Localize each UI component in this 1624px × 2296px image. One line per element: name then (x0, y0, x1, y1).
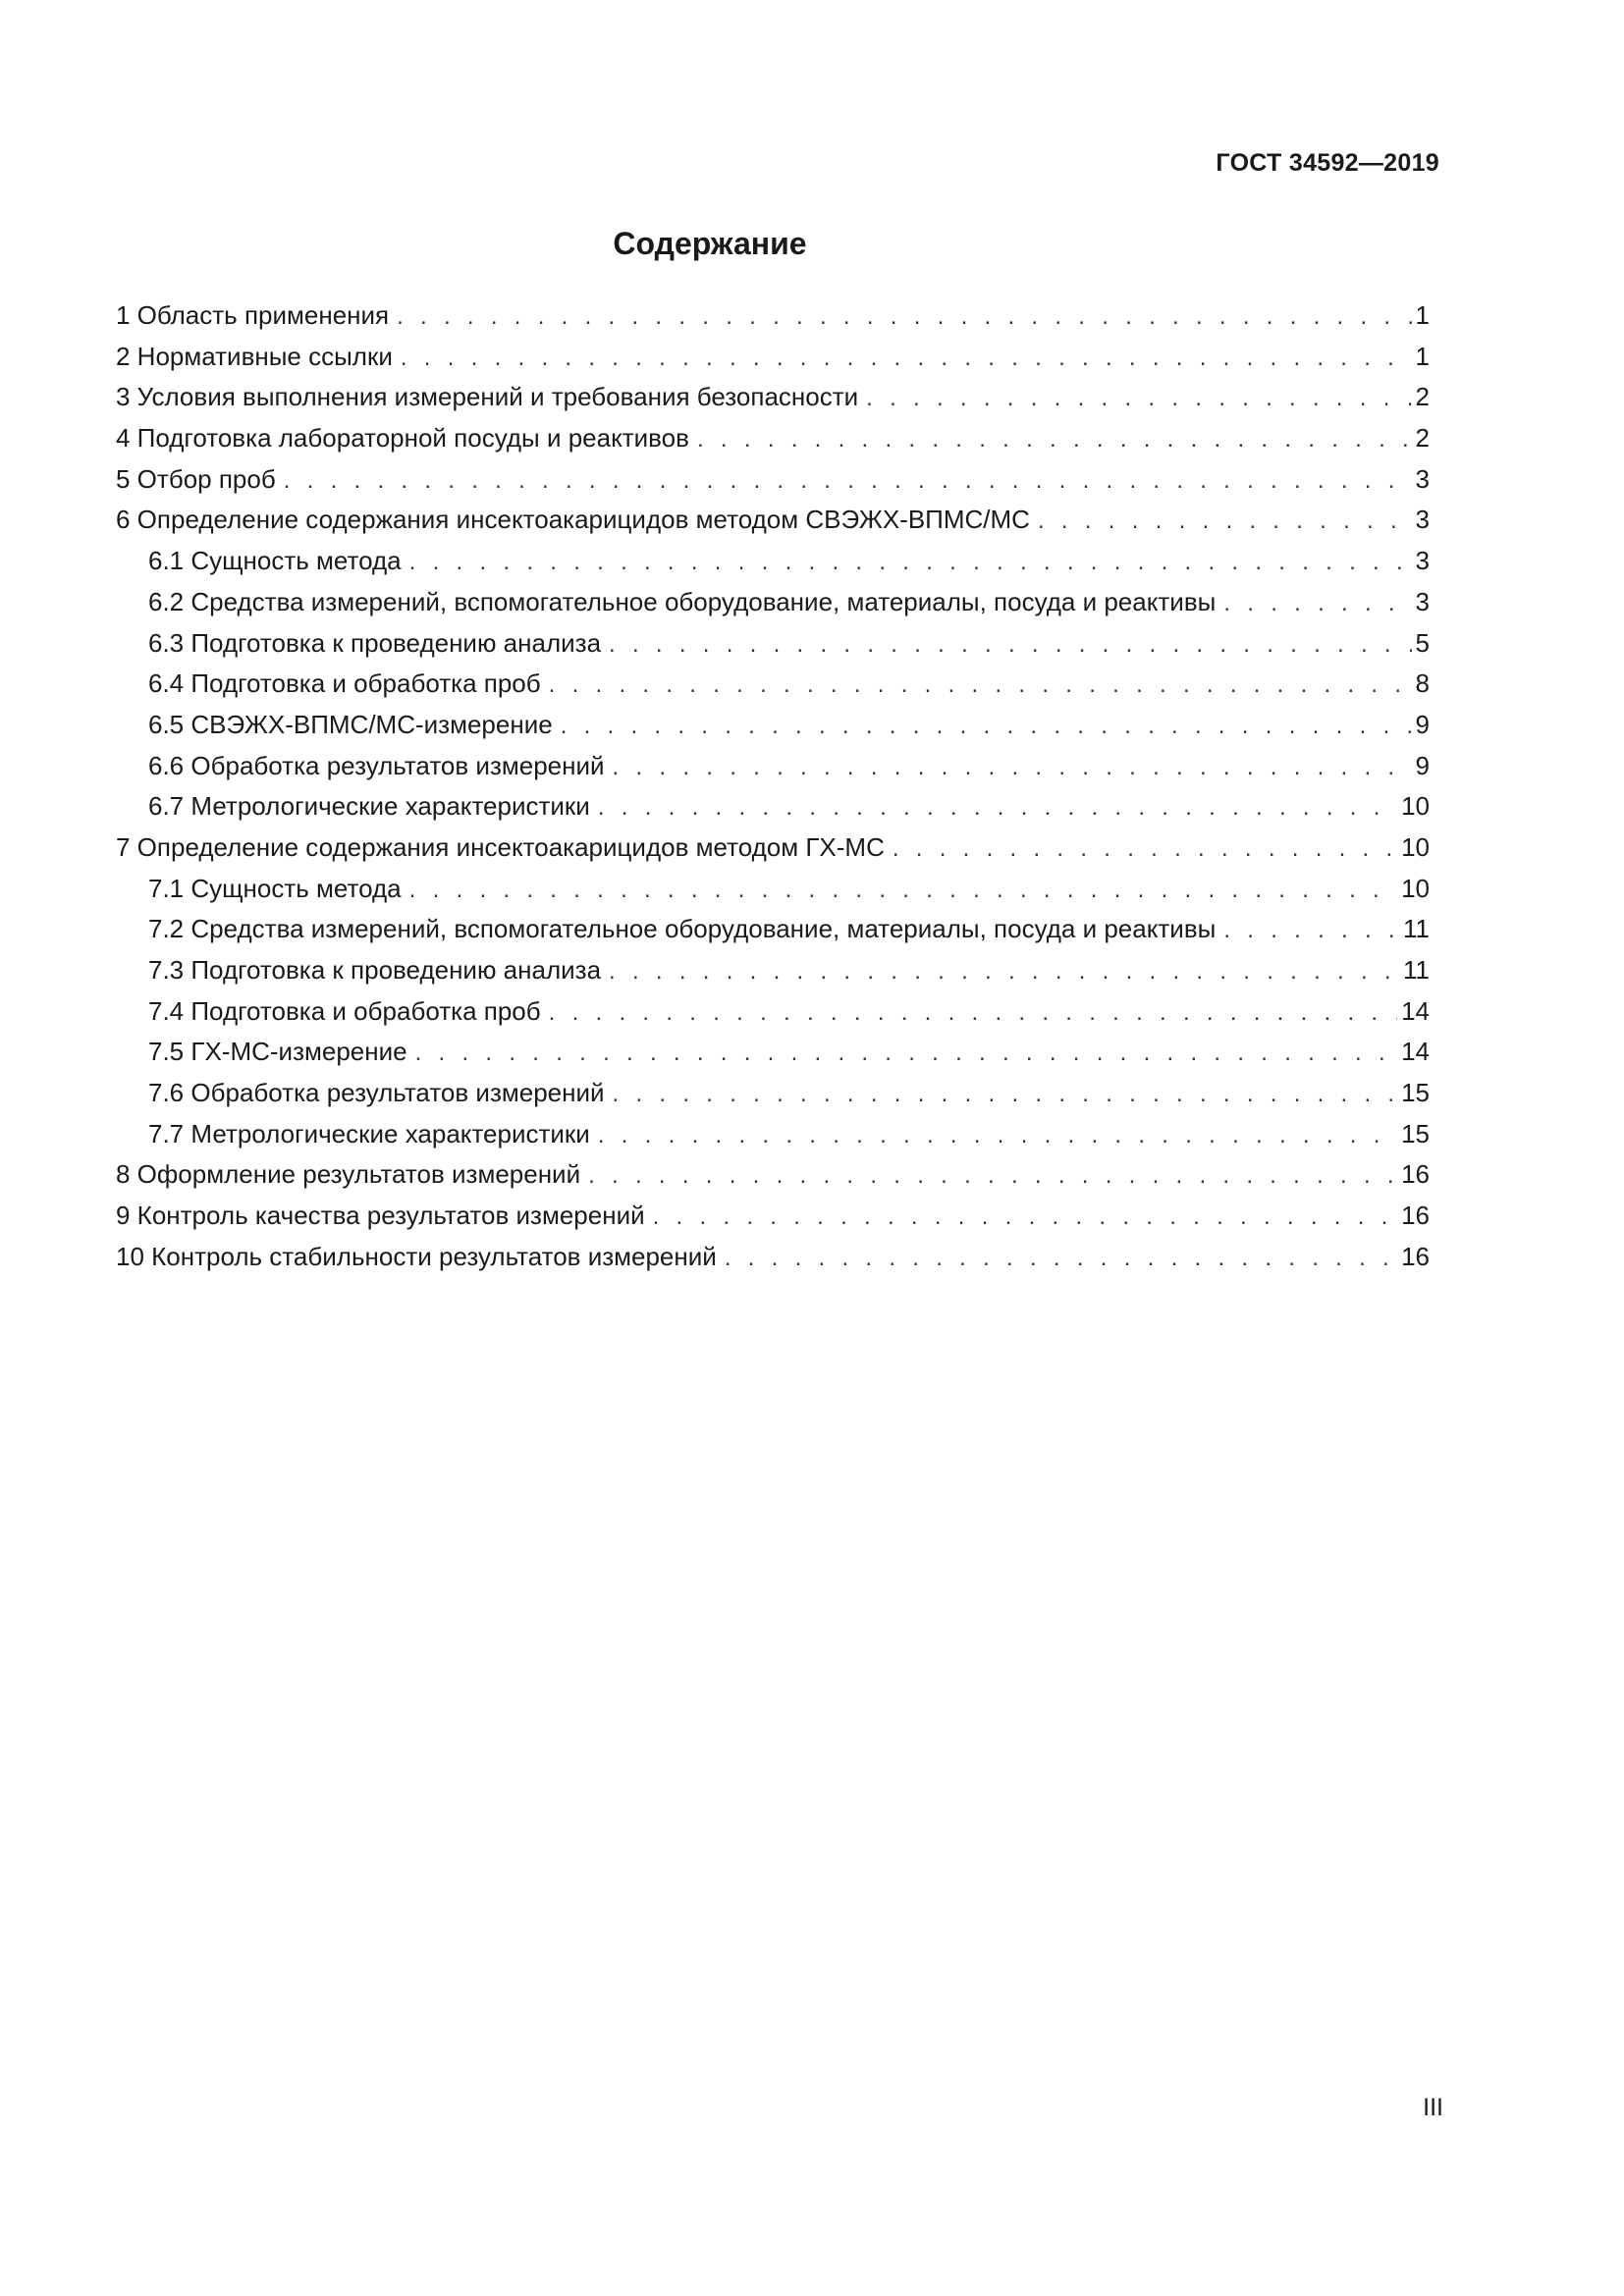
toc-entry[interactable] (116, 339, 1430, 380)
toc-entry[interactable] (116, 379, 1430, 420)
dot-leader (284, 463, 1412, 499)
dot-leader (609, 627, 1412, 663)
dot-leader (401, 341, 1412, 376)
toc-entry-label: 7.1 Сущность метода (148, 873, 402, 903)
toc-entry-page: 11 (1403, 914, 1430, 944)
toc-entry-label: 7.2 Средства измерений, вспомогательное оборудование, материалы, посуда и реактивы (148, 914, 1217, 944)
toc-entry-page: 1 (1415, 341, 1430, 371)
toc-entry-page: 3 (1415, 463, 1430, 494)
toc-entry-page: 15 (1401, 1078, 1430, 1108)
table-of-contents (116, 297, 1430, 1280)
toc-entry-label: 7.3 Подготовка к проведению анализа (148, 955, 602, 985)
toc-entry-label: 6.3 Подготовка к проведению анализа (148, 627, 602, 658)
dot-leader (409, 873, 1397, 908)
toc-entry-label: 6.6 Обработка результатов измерений (148, 750, 605, 780)
toc-entry-page: 10 (1401, 873, 1430, 903)
dot-leader (1223, 913, 1399, 948)
toc-subentry[interactable] (116, 1116, 1430, 1157)
dot-leader (613, 1077, 1398, 1112)
dot-leader (598, 790, 1397, 826)
dot-leader (549, 995, 1397, 1031)
toc-entry[interactable] (116, 461, 1430, 503)
dot-leader (725, 1241, 1397, 1276)
toc-entry-page: 16 (1401, 1241, 1430, 1271)
toc-subentry[interactable] (116, 584, 1430, 625)
toc-entry-page: 11 (1403, 955, 1430, 985)
toc-subentry[interactable] (116, 625, 1430, 667)
toc-subentry[interactable] (116, 952, 1430, 993)
toc-entry[interactable] (116, 1198, 1430, 1239)
toc-entry-page: 2 (1415, 382, 1430, 412)
toc-entry-label: 6.5 СВЭЖХ-ВПМС/МС-измерение (148, 709, 553, 739)
dot-leader (653, 1200, 1397, 1235)
toc-entry-page: 15 (1401, 1118, 1430, 1148)
toc-entry-label: 8 Оформление результатов измерений (116, 1159, 581, 1190)
toc-entry[interactable] (116, 297, 1430, 339)
toc-entry-page: 3 (1415, 586, 1430, 616)
dot-leader (561, 709, 1412, 744)
dot-leader (397, 299, 1411, 335)
toc-entry[interactable] (116, 420, 1430, 461)
toc-entry-label: 1 Область применения (116, 300, 390, 330)
dot-leader (697, 422, 1412, 457)
toc-entry-label: 7.5 ГХ-МС-измерение (148, 1037, 407, 1067)
toc-entry-label: 4 Подготовка лабораторной посуды и реактивов (116, 423, 689, 454)
toc-subentry[interactable] (116, 911, 1430, 952)
toc-entry[interactable] (116, 1239, 1430, 1280)
toc-entry-label: 6.2 Средства измерений, вспомогательное оборудование, материалы, посуда и реактивы (148, 586, 1217, 616)
toc-subentry[interactable] (116, 871, 1430, 912)
toc-subentry[interactable] (116, 788, 1430, 829)
toc-subentry[interactable] (116, 707, 1430, 748)
dot-leader (1223, 586, 1411, 621)
toc-entry-label: 9 Контроль качества результатов измерений (116, 1201, 645, 1231)
dot-leader (613, 750, 1412, 785)
toc-entry-page: 10 (1401, 831, 1430, 862)
toc-entry-page: 3 (1415, 546, 1430, 576)
toc-entry-label: 6.7 Метрологические характеристики (148, 791, 590, 822)
dot-leader (893, 831, 1397, 867)
dot-leader (549, 667, 1412, 703)
toc-entry-label: 7.6 Обработка результатов измерений (148, 1078, 605, 1108)
toc-entry-page: 3 (1415, 505, 1430, 535)
toc-entry-page: 9 (1415, 709, 1430, 739)
toc-entry-page: 14 (1401, 995, 1430, 1026)
dot-leader (415, 1036, 1397, 1071)
toc-entry-page: 14 (1401, 1037, 1430, 1067)
toc-subentry[interactable] (116, 543, 1430, 584)
toc-entry-label: 5 Отбор проб (116, 463, 276, 494)
dot-leader (588, 1158, 1397, 1194)
toc-entry-page: 8 (1415, 668, 1430, 699)
toc-entry-label: 2 Нормативные ссылки (116, 341, 393, 371)
toc-entry-page: 16 (1401, 1159, 1430, 1190)
toc-entry-page: 16 (1401, 1201, 1430, 1231)
dot-leader (866, 381, 1411, 416)
toc-subentry[interactable] (116, 1034, 1430, 1075)
toc-entry[interactable] (116, 1156, 1430, 1198)
toc-subentry[interactable] (116, 993, 1430, 1035)
document-code: ГОСТ 34592—2019 (1216, 149, 1439, 177)
dot-leader (598, 1118, 1397, 1153)
toc-entry-label: 7.4 Подготовка и обработка проб (148, 995, 541, 1026)
dot-leader (1038, 504, 1412, 539)
toc-entry-label: 10 Контроль стабильности результатов измерений (116, 1241, 717, 1271)
toc-entry-page: 1 (1415, 300, 1430, 330)
toc-entry-page: 10 (1401, 791, 1430, 822)
toc-entry[interactable] (116, 829, 1430, 871)
toc-entry-label: 7.7 Метрологические характеристики (148, 1118, 590, 1148)
toc-entry-label: 6 Определение содержания инсектоакарицидов методом СВЭЖХ-ВПМС/МС (116, 505, 1030, 535)
toc-subentry[interactable] (116, 666, 1430, 707)
toc-entry-label: 7 Определение содержания инсектоакарицидов методом ГХ-МС (116, 831, 885, 862)
toc-entry[interactable] (116, 502, 1430, 543)
toc-subentry[interactable] (116, 1075, 1430, 1116)
toc-subentry[interactable] (116, 748, 1430, 789)
toc-entry-label: 3 Условия выполнения измерений и требования безопасности (116, 382, 859, 412)
toc-title: Содержание (613, 226, 807, 261)
dot-leader (409, 545, 1412, 580)
toc-entry-label: 6.4 Подготовка и обработка проб (148, 668, 541, 699)
toc-entry-page: 5 (1415, 627, 1430, 658)
toc-entry-page: 2 (1415, 423, 1430, 454)
dot-leader (609, 954, 1399, 989)
toc-entry-label: 6.1 Сущность метода (148, 546, 402, 576)
toc-entry-page: 9 (1415, 750, 1430, 780)
page-number: III (1423, 2094, 1443, 2121)
